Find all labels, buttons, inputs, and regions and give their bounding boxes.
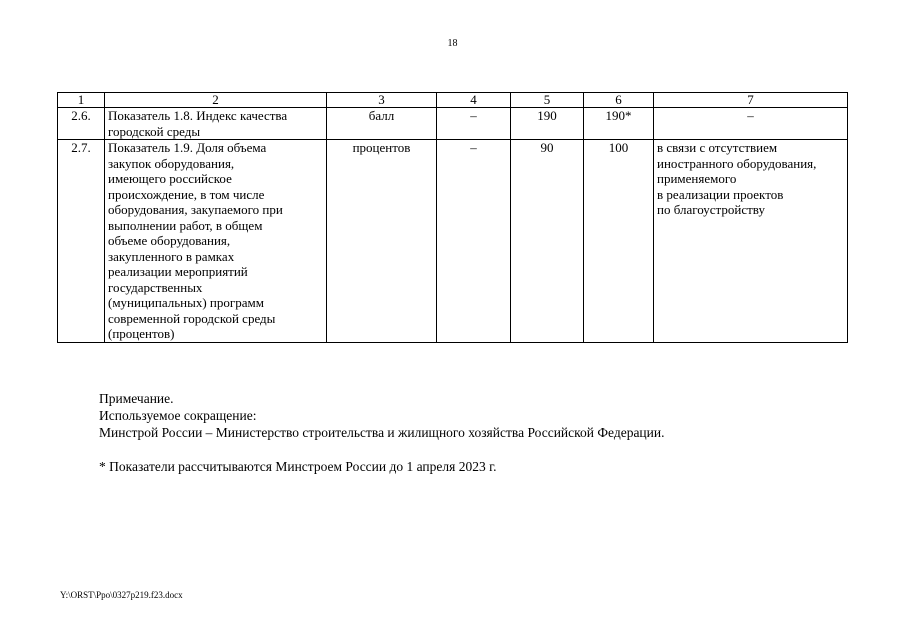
note-line: в связи с отсутствием [657, 140, 778, 155]
actual-value-cell: 100 [584, 140, 654, 343]
table-row [58, 140, 848, 343]
indicator-line: современной городской среды [108, 310, 276, 326]
footnote: * Показатели рассчитываются Минстроем России до 1 апреля 2023 г. [99, 459, 497, 474]
indicator-line: реализации мероприятий [108, 264, 248, 279]
indicator-line: Показатель 1.8. Индекс качества [108, 108, 288, 123]
indicator-line: государственных [108, 279, 203, 295]
table-header-row [58, 93, 848, 108]
abbreviation-heading: Используемое сокращение: [99, 408, 257, 423]
base-value-cell: – [437, 108, 511, 140]
notes-title: Примечание. [99, 391, 174, 406]
unit-cell: процентов [327, 140, 437, 343]
indicators-table [57, 92, 848, 343]
unit-cell: балл [327, 108, 437, 140]
row-number: 2.7. [58, 140, 105, 343]
indicator-line: происхождение, в том числе [108, 186, 265, 202]
indicator-line: закупок оборудования, [108, 155, 235, 171]
actual-value-cell: 190* [584, 108, 654, 140]
indicator-line: закупленного в рамках [108, 248, 235, 264]
indicator-line: оборудования, закупаемого при [108, 202, 283, 217]
header-cell: 4 [437, 93, 511, 108]
header-cell: 1 [58, 93, 105, 108]
header-cell: 2 [105, 93, 327, 108]
page-number: 18 [447, 38, 458, 49]
header-cell: 3 [327, 93, 437, 108]
indicator-line: выполнении работ, в общем [108, 217, 263, 233]
header-cell: 5 [511, 93, 584, 108]
file-path: Y:\ORST\Ppo\0327p219.f23.docx [60, 590, 183, 600]
indicator-line: городской среды [108, 123, 201, 139]
table-row [58, 108, 848, 140]
indicator-line: Показатель 1.9. Доля объема [108, 140, 267, 155]
plan-value-cell: 190 [511, 108, 584, 140]
indicator-line: (муниципальных) программ [108, 295, 264, 310]
abbreviation-text: Минстрой России – Министерство строительства и жилищного хозяйства Российской Федерации. [99, 425, 665, 440]
base-value-cell: – [437, 140, 511, 343]
plan-value-cell: 90 [511, 140, 584, 343]
header-cell: 6 [584, 93, 654, 108]
row-number: 2.6. [58, 108, 105, 140]
indicator-name [105, 108, 327, 140]
note-line: по благоустройству [657, 202, 765, 217]
indicator-name [105, 140, 327, 343]
note-line: в реализации проектов [657, 186, 784, 202]
note-line: – [747, 108, 754, 123]
header-cell: 7 [654, 93, 848, 108]
indicator-line: имеющего российское [108, 171, 232, 186]
note-cell [654, 108, 848, 140]
notes-section [99, 390, 664, 475]
indicator-line: объеме оборудования, [108, 233, 231, 248]
indicator-line: (процентов) [108, 326, 175, 341]
note-line: применяемого [657, 171, 737, 186]
note-line: иностранного оборудования, [657, 155, 817, 171]
notes-spacer [99, 441, 664, 458]
note-cell [654, 140, 848, 343]
